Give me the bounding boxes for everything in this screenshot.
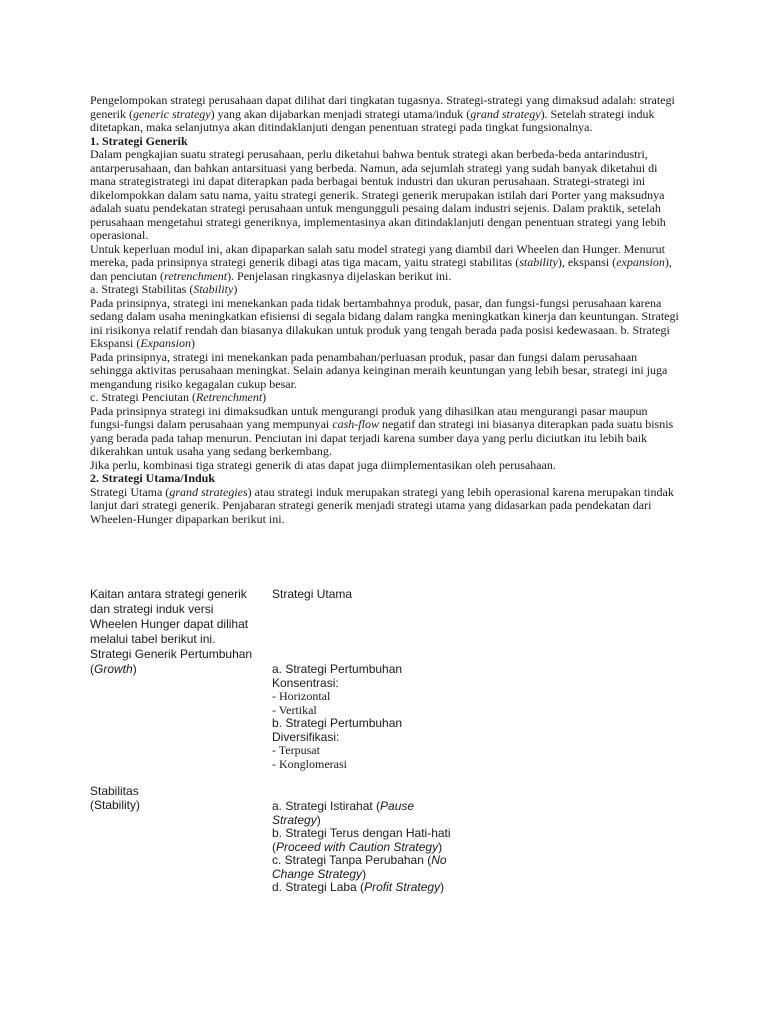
retrenchment-subheading [90,391,680,405]
list-item: - Konglomerasi [272,756,347,771]
combination-paragraph: Jika perlu, kombinasi tiga strategi generik di atas dapat juga diimplementasikan oleh perusahaan. [90,457,556,472]
table-caption [90,587,260,677]
list-item: - Vertikal [272,702,317,717]
list-item [272,881,462,895]
text-run: ), ekspansi ( [557,255,617,269]
text-run: Kaitan antara strategi generik dan strategi induk versi Wheelen Hunger dapat dilihat melalui tabel berikut ini. Strategi Generik Pertumbuhan ( [90,587,253,676]
document-body [90,94,680,526]
italic-term: retrenchment [163,268,228,283]
text-run: Pengelompokan strategi perusahaan dapat dilihat dari tingkatan tugasnya. Strategi-strategi yang dimaksud adalah: strategi generik ( [90,93,675,121]
italic-term: stability [519,255,558,269]
list-item: Diversifikasi: [272,729,340,744]
list-item: a. Strategi Pertumbuhan [272,662,403,676]
list-item [272,800,462,827]
stability-subheading [90,283,680,297]
section-heading-grand: 2. Strategi Utama/Induk [90,471,216,485]
retrenchment-paragraph [90,405,680,459]
row-label-line: Stabilitas [90,784,139,798]
table-left-cell [90,587,260,677]
text-run: d. Strategi Laba ( [272,880,365,894]
text-run: ). Penjelasan ringkasnya dijelaskan berikut ini. [227,268,452,283]
generic-paragraph-1: Dalam pengkajian suatu strategi perusahaan, perlu diketahui bahwa bentuk strategi akan berbeda-beda antarindustri, antarperusahaan, dan bahkan antarsituasi yang berbeda. Namun, ada sejumlah strategi yang sudah banyak diketahui di mana strategistrategi ini dapat diterapkan pada berbagai bentuk industri dan ukuran perusahaan. Strategi-strategi ini dikelompokkan dalam satu nama, yaitu strategi generik. Strategi generik merupakan istilah dari Porter yang maksudnya adalah suatu pendekatan strategi perusahaan untuk mengungguli pesaing dalam industri sejenis. Dalam praktik, setelah perusahaan mengetahui strategi generiknya, implementasinya akan ditindaklanjuti dengan penentuan strategi yang lebih operasional. [90,147,666,242]
italic-term: generic strategy [132,106,211,121]
italic-term: cash-flow [332,417,379,431]
list-item [272,854,462,881]
italic-term: Growth [94,662,133,676]
text-run: ) atau strategi induk merupakan strategi yang lebih operasional karena merupakan tindak lanjut dari strategi generik. Penjabaran strategi generik menjadi strategi utama yang didasarkan pada pendekatan dari Wheelen-Hunger dipaparkan berikut ini. [90,484,674,526]
generic-paragraph-2 [90,243,680,284]
growth-strategy-list [272,663,452,771]
italic-term: expansion [616,255,665,269]
grand-paragraph [90,486,680,527]
text-run: ) [132,662,137,676]
list-item: b. Strategi Pertumbuhan [272,716,403,730]
text-run: ), dan penciutan ( [90,255,672,283]
italic-term: Proceed with Caution Strategy [276,839,439,854]
text-run: a. Strategi Stabilitas ( [90,282,194,296]
text-run: Pada prinsipnya strategi ini dimaksudkan untuk mengurangi produk yang dihasilkan atau mengurangi pasar maupun fungsi-fungsi dalam perusahaan yang mempunyai [90,403,648,431]
italic-term: No Change Strategy [272,853,447,881]
text-run: ) [316,812,321,827]
text-run: c. Strategi Penciutan ( [90,390,196,404]
text-run: negatif dan strategi ini biasanya diterapkan pada suatu bisnis yang berada pada tahap menurun. Penciutan ini dapat terjadi karena sumber daya yang perlu diciutkan itu lebih baik dikerahkan untuk usaha yang sedang berkembang. [90,417,674,458]
section-heading-generic: 1. Strategi Generik [90,133,188,148]
text-run: ) [440,880,445,894]
text-run: ) [233,282,238,296]
text-run: ) yang akan dijabarkan menjadi strategi utama/induk ( [210,106,471,121]
expansion-paragraph: Pada prinsipnya, strategi ini menekankan pada penambahan/perluasan produk, pasar dan fungsi dalam perusahaan sehingga aktivitas perusahaan meningkat. Selain adanya keinginan meraih keuntungan yang lebih besar, strategi ini juga mengandung risiko kegagalan cukup besar. [90,349,668,391]
italic-term: Stability [193,282,234,296]
italic-term: grand strategy [470,106,541,121]
row-label-line: (Stability) [90,798,141,812]
italic-term: Retrenchment [195,390,263,404]
italic-term: Profit Strategy [364,880,441,894]
text-run: ) [438,839,443,854]
text-run: ). Setelah strategi induk ditetapkan, maka selanjutnya akan ditindaklanjuti dengan penentuan strategi pada tingkat fungsionalnya. [90,106,655,134]
text-run: Pada prinsipnya, strategi ini menekankan pada tidak bertambahnya produk, pasar, dan fungsi-fungsi perusahaan karena sedang dalam usaha meningkatkan efisiensi di segala bidang dalam rangka meningkatkan kinerja dan keuntungan. Strategi ini risikonya relatif rendah dan biasanya dilakukan untuk produk yang tengah berada pada posisi kedewasaan. b. Strategi Ekspansi ( [90,295,679,350]
italic-term: grand strategies [169,484,248,499]
list-item: - Horizontal [272,689,331,703]
italic-term: Expansion [140,336,191,350]
text-run: ) [191,336,195,350]
text-run: ) [262,390,267,404]
list-item [272,827,462,854]
text-run: Untuk keperluan modul ini, akan dipaparkan salah satu model strategi yang diambil dari Wheelen dan Hunger. Menurut mereka, pada prinsipnya strategi generik dibagi atas tiga macam, yaitu strategi stabilitas ( [90,241,665,269]
text-run: a. Strategi Istirahat ( [272,799,381,813]
text-run: Strategi Utama ( [90,484,170,499]
list-item: - Terpusat [272,743,320,757]
table-header-grand-strategy: Strategi Utama [272,587,353,601]
stability-strategy-list [272,800,462,895]
text-run: b. Strategi Terus dengan Hati-hati ( [272,826,451,854]
italic-term: Pause Strategy [272,799,415,827]
stability-row-label [90,784,210,812]
intro-paragraph [90,94,680,135]
text-run: ) [362,866,367,881]
list-item: Konsentrasi: [272,675,339,690]
stability-paragraph [90,297,680,351]
text-run: c. Strategi Tanpa Perubahan ( [272,853,432,867]
